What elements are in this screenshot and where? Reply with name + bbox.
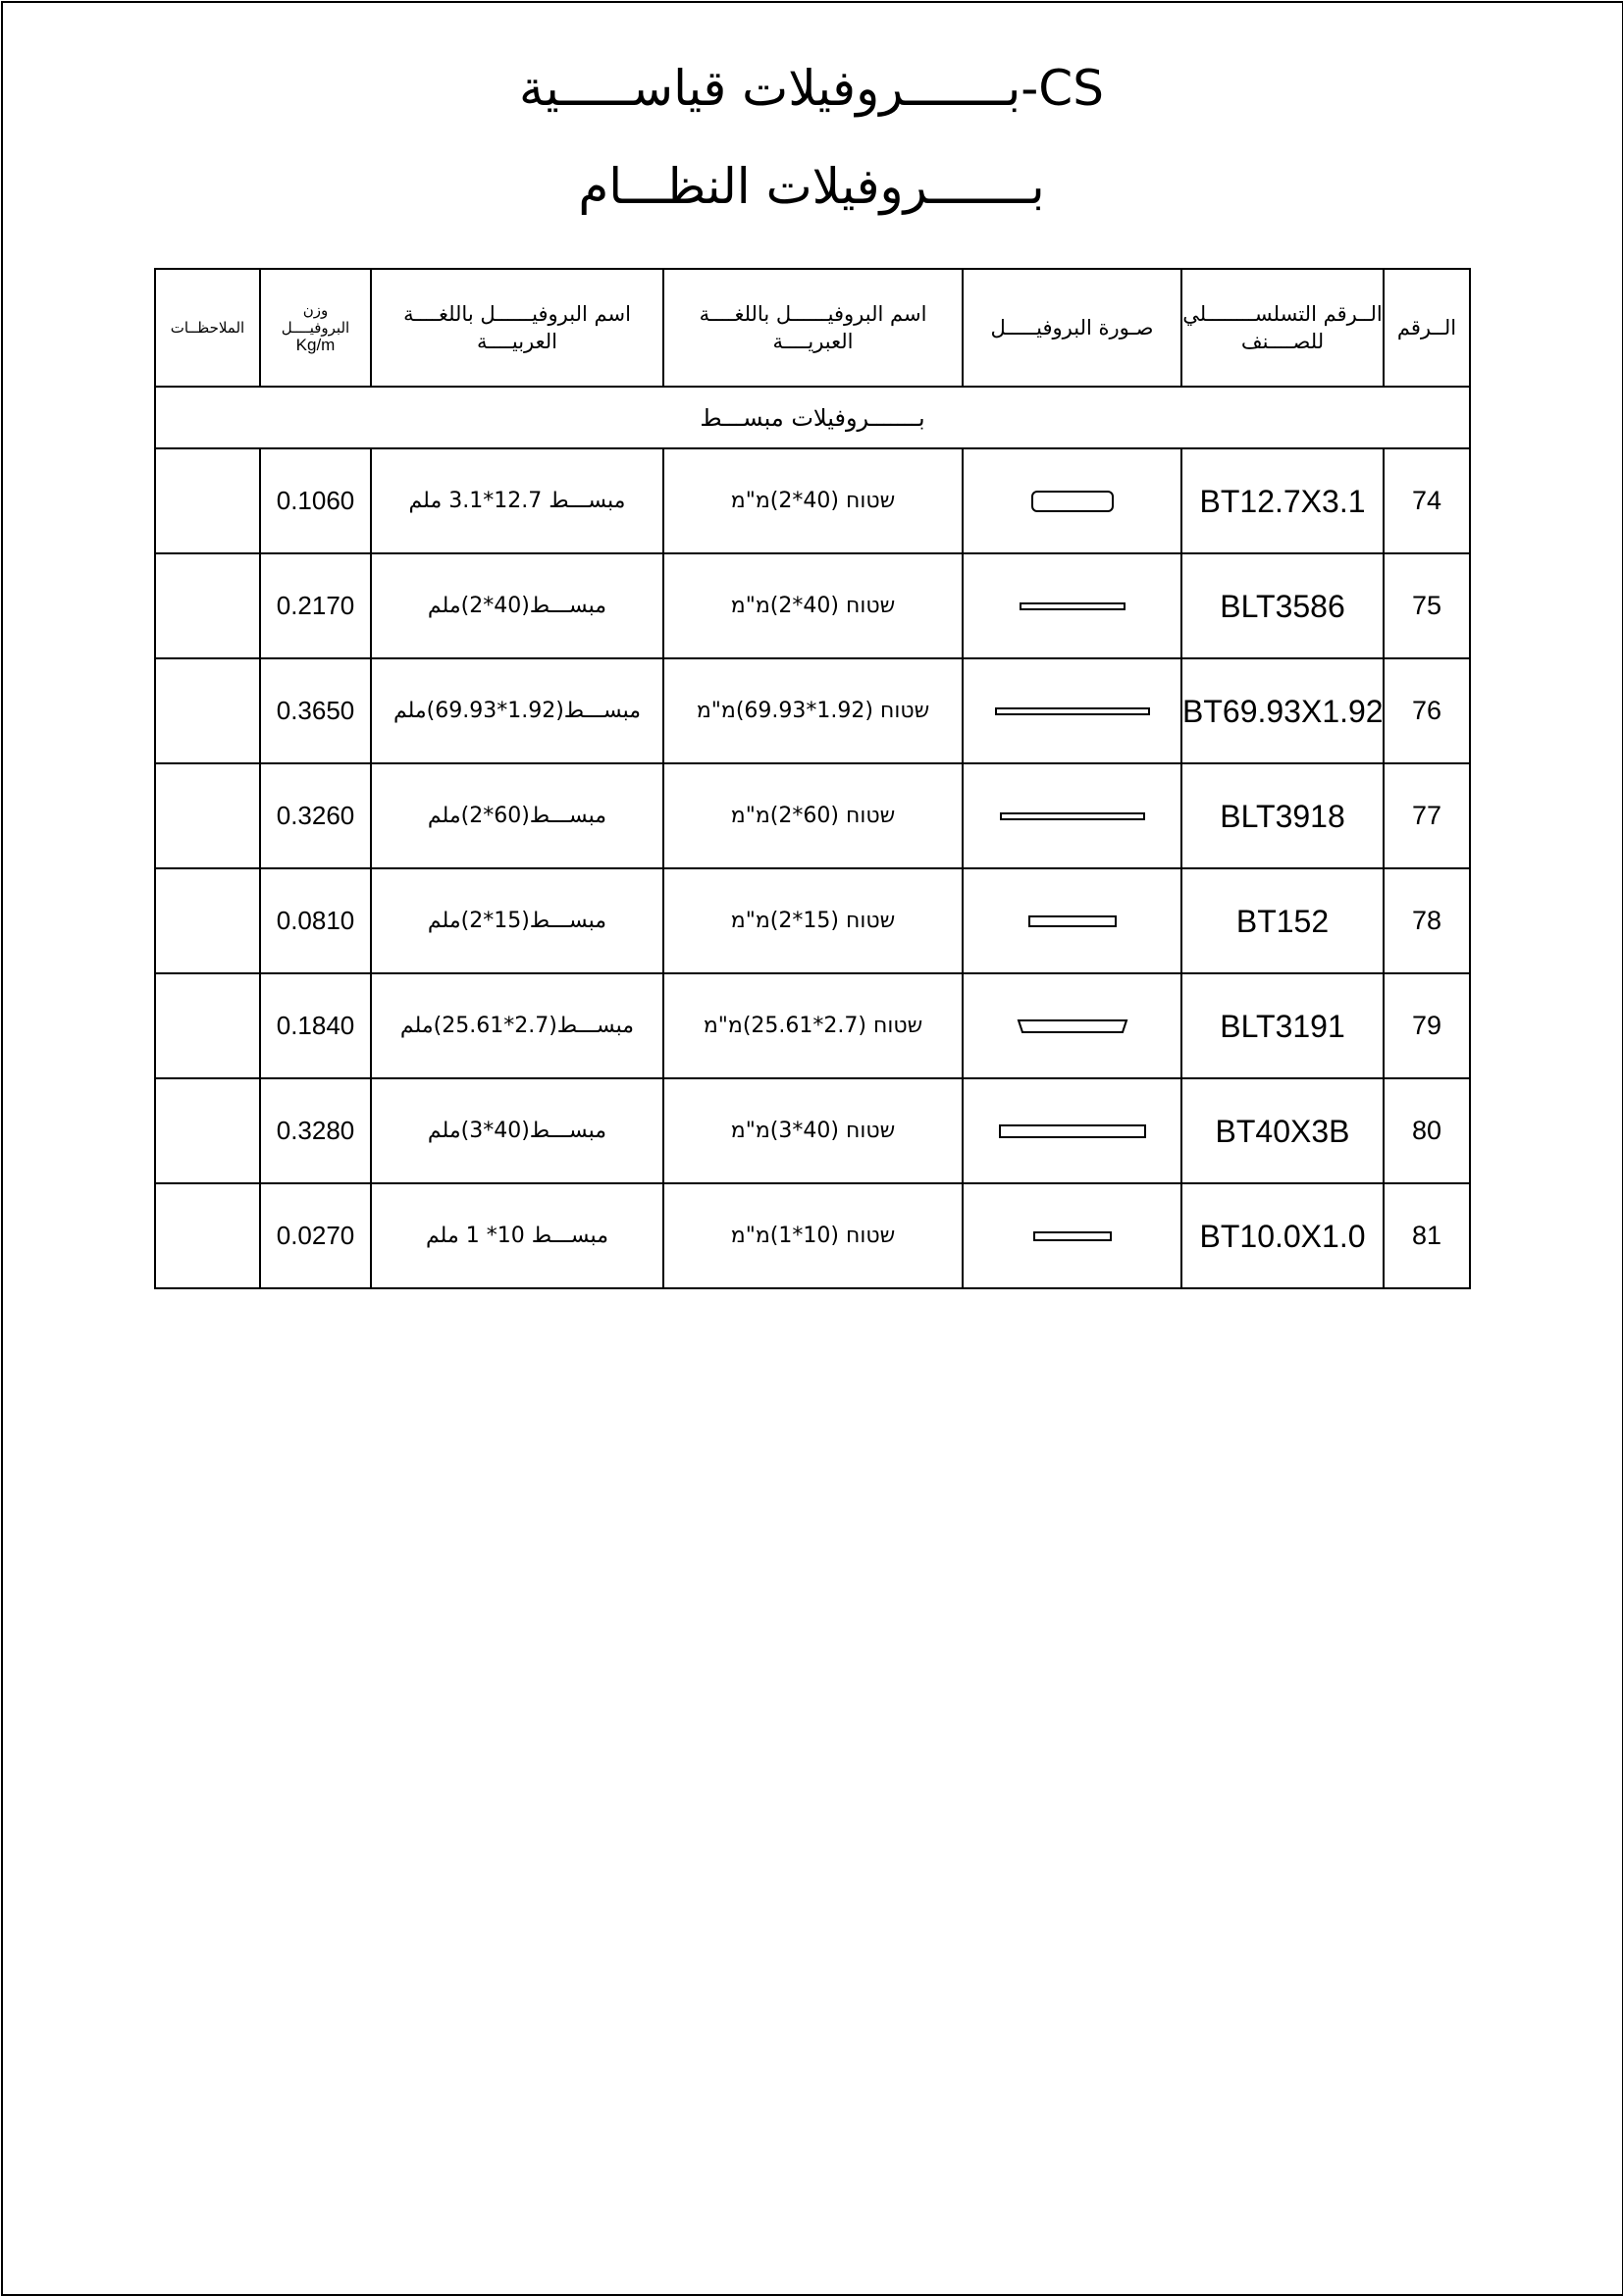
row-arabic-name: مبســـط 12.7*3.1 ملم bbox=[371, 448, 663, 553]
row-weight: 0.3650 bbox=[260, 658, 371, 763]
table-row bbox=[155, 868, 1470, 973]
header-image: صـورة البروفيـــــل bbox=[963, 269, 1181, 387]
row-notes bbox=[155, 868, 260, 973]
section-title: بـــــــروفيلات مبســـط bbox=[155, 387, 1470, 448]
row-number: 74 bbox=[1384, 448, 1470, 553]
row-notes bbox=[155, 763, 260, 868]
table-row bbox=[155, 1183, 1470, 1288]
row-profile-image bbox=[963, 868, 1181, 973]
row-arabic-name: مبســـط(40*3)ملم bbox=[371, 1078, 663, 1183]
row-hebrew-name: שטוח (60*2)מ"מ bbox=[663, 763, 963, 868]
table-row bbox=[155, 763, 1470, 868]
row-notes bbox=[155, 553, 260, 658]
row-arabic-name: مبســـط(15*2)ملم bbox=[371, 868, 663, 973]
header-hebrew-name: اسم البروفيــــــل باللغــــة العبريــــة bbox=[663, 269, 963, 387]
row-hebrew-name: שטוח (40*2)מ"מ bbox=[663, 448, 963, 553]
profile-shape-icon bbox=[1032, 1229, 1113, 1243]
row-number: 80 bbox=[1384, 1078, 1470, 1183]
row-profile-image bbox=[963, 553, 1181, 658]
table-row bbox=[155, 448, 1470, 553]
row-number: 81 bbox=[1384, 1183, 1470, 1288]
header-row bbox=[155, 269, 1470, 387]
row-profile-image bbox=[963, 973, 1181, 1078]
document-subtitle: بـــــــروفيلات النظـــام bbox=[578, 158, 1045, 215]
row-hebrew-name: שטוח (15*2)מ"מ bbox=[663, 868, 963, 973]
row-number: 79 bbox=[1384, 973, 1470, 1078]
row-number: 76 bbox=[1384, 658, 1470, 763]
row-serial-code: BT10.0X1.0 bbox=[1181, 1183, 1384, 1288]
row-hebrew-name: שטוח (10*1)מ"מ bbox=[663, 1183, 963, 1288]
row-serial-code: BLT3191 bbox=[1181, 973, 1384, 1078]
row-weight: 0.2170 bbox=[260, 553, 371, 658]
profile-shape-icon bbox=[1015, 1017, 1130, 1036]
document-title: بـــــــروفيلات قياســـــية-CS bbox=[519, 60, 1104, 117]
profile-shape-icon bbox=[998, 1122, 1147, 1140]
profile-shape-icon bbox=[1027, 913, 1118, 930]
row-arabic-name: مبســـط 10* 1 ملم bbox=[371, 1183, 663, 1288]
row-number: 77 bbox=[1384, 763, 1470, 868]
profile-shape-icon bbox=[1028, 487, 1117, 516]
row-notes bbox=[155, 658, 260, 763]
profiles-table bbox=[154, 268, 1471, 1289]
row-weight: 0.0270 bbox=[260, 1183, 371, 1288]
table-row bbox=[155, 658, 1470, 763]
row-notes bbox=[155, 1078, 260, 1183]
row-arabic-name: مبســـط(40*2)ملم bbox=[371, 553, 663, 658]
row-serial-code: BLT3918 bbox=[1181, 763, 1384, 868]
row-hebrew-name: שטוח (40*3)מ"מ bbox=[663, 1078, 963, 1183]
header-weight-unit: Kg/m bbox=[295, 336, 336, 354]
profile-shape-icon bbox=[999, 809, 1146, 823]
table-row bbox=[155, 973, 1470, 1078]
row-arabic-name: مبســـط(2.7*25.61)ملم bbox=[371, 973, 663, 1078]
row-profile-image bbox=[963, 1183, 1181, 1288]
row-weight: 0.1840 bbox=[260, 973, 371, 1078]
row-notes bbox=[155, 448, 260, 553]
header-weight-label: وزن البروفيــــل bbox=[281, 301, 350, 337]
row-number: 75 bbox=[1384, 553, 1470, 658]
row-arabic-name: مبســـط(60*2)ملم bbox=[371, 763, 663, 868]
table-row bbox=[155, 553, 1470, 658]
header-serial: الــرقم التسلســــــــلي للصــــنف bbox=[1181, 269, 1384, 387]
table-row bbox=[155, 1078, 1470, 1183]
row-profile-image bbox=[963, 448, 1181, 553]
row-hebrew-name: שטוח (40*2)מ"מ bbox=[663, 553, 963, 658]
row-profile-image bbox=[963, 763, 1181, 868]
header-arabic-name: اسم البروفيــــــل باللغــــة العربيــــة bbox=[371, 269, 663, 387]
row-arabic-name: مبســـط(1.92*69.93)ملم bbox=[371, 658, 663, 763]
row-hebrew-name: שטוח (1.92*69.93)מ"מ bbox=[663, 658, 963, 763]
row-hebrew-name: שטוח (2.7*25.61)מ"מ bbox=[663, 973, 963, 1078]
row-notes bbox=[155, 973, 260, 1078]
section-row bbox=[155, 387, 1470, 448]
row-serial-code: BLT3586 bbox=[1181, 553, 1384, 658]
row-serial-code: BT40X3B bbox=[1181, 1078, 1384, 1183]
row-profile-image bbox=[963, 1078, 1181, 1183]
row-weight: 0.0810 bbox=[260, 868, 371, 973]
profile-shape-icon bbox=[1019, 600, 1126, 613]
row-weight: 0.3260 bbox=[260, 763, 371, 868]
profile-shape-icon bbox=[994, 704, 1151, 718]
row-serial-code: BT69.93X1.92 bbox=[1181, 658, 1384, 763]
header-number: الــرقم bbox=[1384, 269, 1470, 387]
header-notes: الملاحظــات bbox=[155, 269, 260, 387]
row-weight: 0.1060 bbox=[260, 448, 371, 553]
row-profile-image bbox=[963, 658, 1181, 763]
row-serial-code: BT12.7X3.1 bbox=[1181, 448, 1384, 553]
row-serial-code: BT152 bbox=[1181, 868, 1384, 973]
row-notes bbox=[155, 1183, 260, 1288]
row-weight: 0.3280 bbox=[260, 1078, 371, 1183]
header-weight bbox=[260, 269, 371, 387]
row-number: 78 bbox=[1384, 868, 1470, 973]
